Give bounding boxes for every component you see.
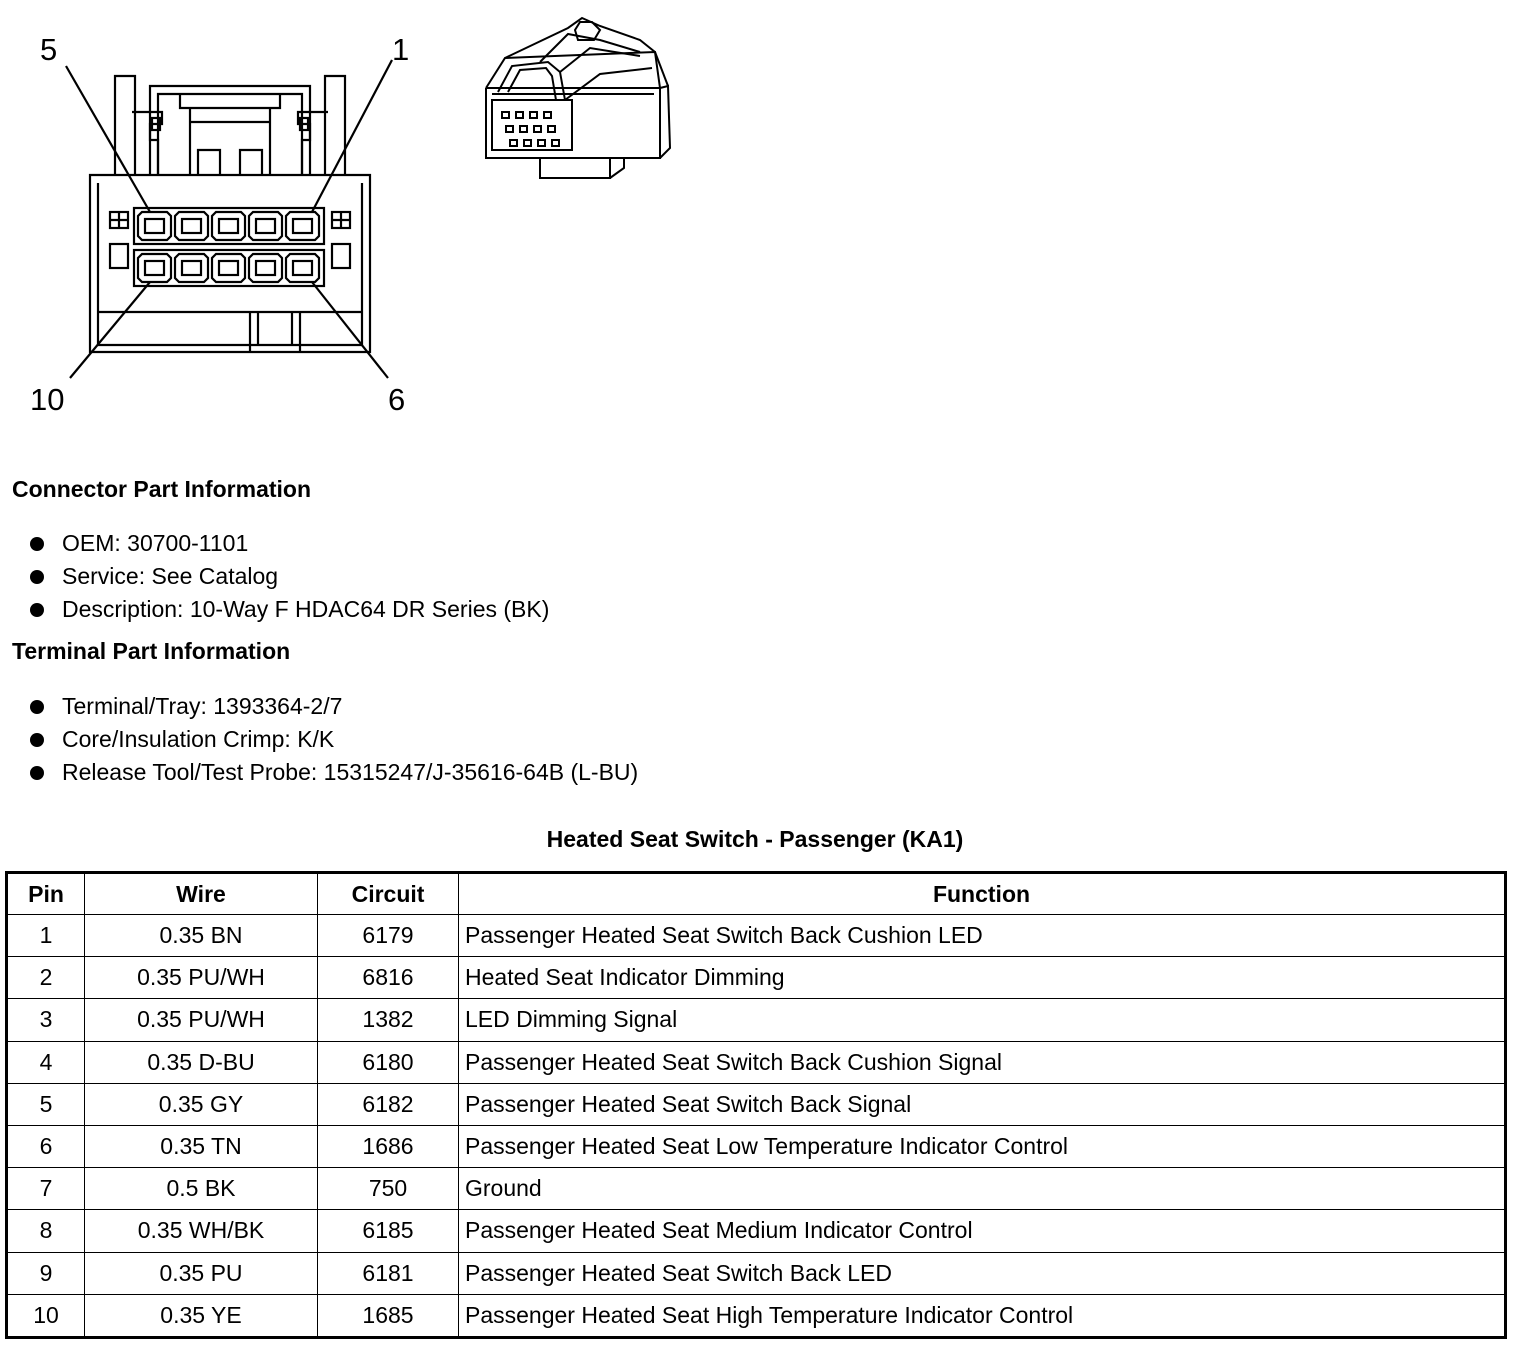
cell-circuit: 1685 (318, 1294, 459, 1337)
cell-pin: 10 (7, 1294, 85, 1337)
cell-function: Passenger Heated Seat Medium Indicator Control (459, 1210, 1506, 1252)
cavity-inner (256, 219, 275, 233)
cavity-inner (182, 261, 201, 275)
cell-wire: 0.35 D-BU (85, 1041, 318, 1083)
cell-function: LED Dimming Signal (459, 999, 1506, 1041)
cell-function: Passenger Heated Seat Switch Back Cushion LED (459, 915, 1506, 957)
header-circuit: Circuit (318, 873, 459, 915)
cell-wire: 0.35 PU (85, 1252, 318, 1294)
table-row (7, 1083, 1506, 1125)
crimp-text: Core/Insulation Crimp: K/K (62, 726, 335, 752)
cell-circuit: 6179 (318, 915, 459, 957)
cell-function: Ground (459, 1168, 1506, 1210)
header-wire: Wire (85, 873, 318, 915)
cavity-inner (293, 261, 312, 275)
pin-table-body (7, 915, 1506, 1338)
pin-callout-5: 5 (40, 32, 58, 67)
cavity-outline (138, 254, 171, 282)
table-row (7, 957, 1506, 999)
cell-circuit: 1382 (318, 999, 459, 1041)
cell-circuit: 6181 (318, 1252, 459, 1294)
cell-circuit: 6180 (318, 1041, 459, 1083)
iso-cavity (506, 126, 513, 132)
cell-wire: 0.35 WH/BK (85, 1210, 318, 1252)
cavity-outline (138, 212, 171, 240)
bullet-icon (30, 603, 44, 617)
cell-pin: 6 (7, 1125, 85, 1167)
connector-info-list (28, 527, 549, 626)
cell-circuit: 1686 (318, 1125, 459, 1167)
iso-cavity (552, 140, 559, 146)
cavity-inner (219, 261, 238, 275)
iso-cavity (548, 126, 555, 132)
bullet-icon (30, 537, 44, 551)
list-item (28, 593, 549, 626)
bullet-icon (30, 733, 44, 747)
cavity-outline (249, 254, 282, 282)
cell-function: Passenger Heated Seat Low Temperature Indicator Control (459, 1125, 1506, 1167)
iso-cavity (538, 140, 545, 146)
iso-cavity (524, 140, 531, 146)
cavity-outline (212, 212, 245, 240)
table-row (7, 1168, 1506, 1210)
header-pin: Pin (7, 873, 85, 915)
table-row (7, 1125, 1506, 1167)
cell-pin: 2 (7, 957, 85, 999)
cell-pin: 4 (7, 1041, 85, 1083)
cell-circuit: 6185 (318, 1210, 459, 1252)
cavity-inner (256, 261, 275, 275)
cell-wire: 0.35 TN (85, 1125, 318, 1167)
cell-function: Passenger Heated Seat High Temperature Indicator Control (459, 1294, 1506, 1337)
pin-cavities (138, 212, 319, 282)
cavity-inner (219, 219, 238, 233)
pin-callout-6: 6 (388, 382, 406, 417)
cell-pin: 8 (7, 1210, 85, 1252)
cell-pin: 9 (7, 1252, 85, 1294)
cell-wire: 0.35 GY (85, 1083, 318, 1125)
bullet-icon (30, 570, 44, 584)
table-row (7, 999, 1506, 1041)
oem-text: OEM: 30700-1101 (62, 530, 249, 556)
list-item (28, 690, 638, 723)
table-row (7, 1294, 1506, 1337)
cell-wire: 0.35 BN (85, 915, 318, 957)
cell-pin: 3 (7, 999, 85, 1041)
iso-cavity (530, 112, 537, 118)
cell-circuit: 750 (318, 1168, 459, 1210)
cell-wire: 0.35 YE (85, 1294, 318, 1337)
iso-cavity (516, 112, 523, 118)
table-header-row (7, 873, 1506, 915)
service-text: Service: See Catalog (62, 563, 279, 589)
header-function: Function (459, 873, 1506, 915)
iso-cavity (544, 112, 551, 118)
cell-wire: 0.35 PU/WH (85, 999, 318, 1041)
cavity-inner (145, 261, 164, 275)
terminal-info-title: Terminal Part Information (12, 638, 291, 664)
bullet-icon (30, 700, 44, 714)
terminal-tray-text: Terminal/Tray: 1393364-2/7 (62, 693, 343, 719)
table-row (7, 1252, 1506, 1294)
table-row (7, 915, 1506, 957)
cell-function: Passenger Heated Seat Switch Back LED (459, 1252, 1506, 1294)
cell-function: Passenger Heated Seat Switch Back Signal (459, 1083, 1506, 1125)
cell-wire: 0.5 BK (85, 1168, 318, 1210)
bullet-icon (30, 766, 44, 780)
connector-isometric-view (486, 18, 670, 178)
cell-pin: 7 (7, 1168, 85, 1210)
table-row (7, 1210, 1506, 1252)
connector-diagram (0, 0, 700, 430)
cell-wire: 0.35 PU/WH (85, 957, 318, 999)
table-title: Heated Seat Switch - Passenger (KA1) (546, 826, 964, 852)
iso-pin-cavities (502, 112, 559, 146)
connector-info-title: Connector Part Information (12, 476, 312, 502)
cavity-inner (145, 219, 164, 233)
connector-face-view (66, 60, 392, 378)
terminal-info-list (28, 690, 638, 789)
cavity-inner (293, 219, 312, 233)
cell-function: Heated Seat Indicator Dimming (459, 957, 1506, 999)
release-tool-text: Release Tool/Test Probe: 15315247/J-35616-64B (L-BU) (62, 759, 639, 785)
cell-pin: 5 (7, 1083, 85, 1125)
iso-cavity (502, 112, 509, 118)
cavity-outline (286, 212, 319, 240)
cavity-inner (182, 219, 201, 233)
list-item (28, 756, 638, 789)
list-item (28, 723, 638, 756)
cavity-outline (212, 254, 245, 282)
cell-pin: 1 (7, 915, 85, 957)
cavity-outline (175, 254, 208, 282)
list-item (28, 560, 549, 593)
description-text: Description: 10-Way F HDAC64 DR Series (BK) (62, 596, 550, 622)
table-row (7, 1041, 1506, 1083)
cell-circuit: 6816 (318, 957, 459, 999)
cell-function: Passenger Heated Seat Switch Back Cushion Signal (459, 1041, 1506, 1083)
cavity-outline (286, 254, 319, 282)
pin-table (5, 871, 1507, 1339)
cavity-outline (175, 212, 208, 240)
pin-callout-1: 1 (392, 32, 410, 67)
list-item (28, 527, 549, 560)
cavity-outline (249, 212, 282, 240)
iso-cavity (534, 126, 541, 132)
iso-cavity (510, 140, 517, 146)
pin-callout-10: 10 (30, 382, 65, 417)
iso-cavity (520, 126, 527, 132)
cell-circuit: 6182 (318, 1083, 459, 1125)
